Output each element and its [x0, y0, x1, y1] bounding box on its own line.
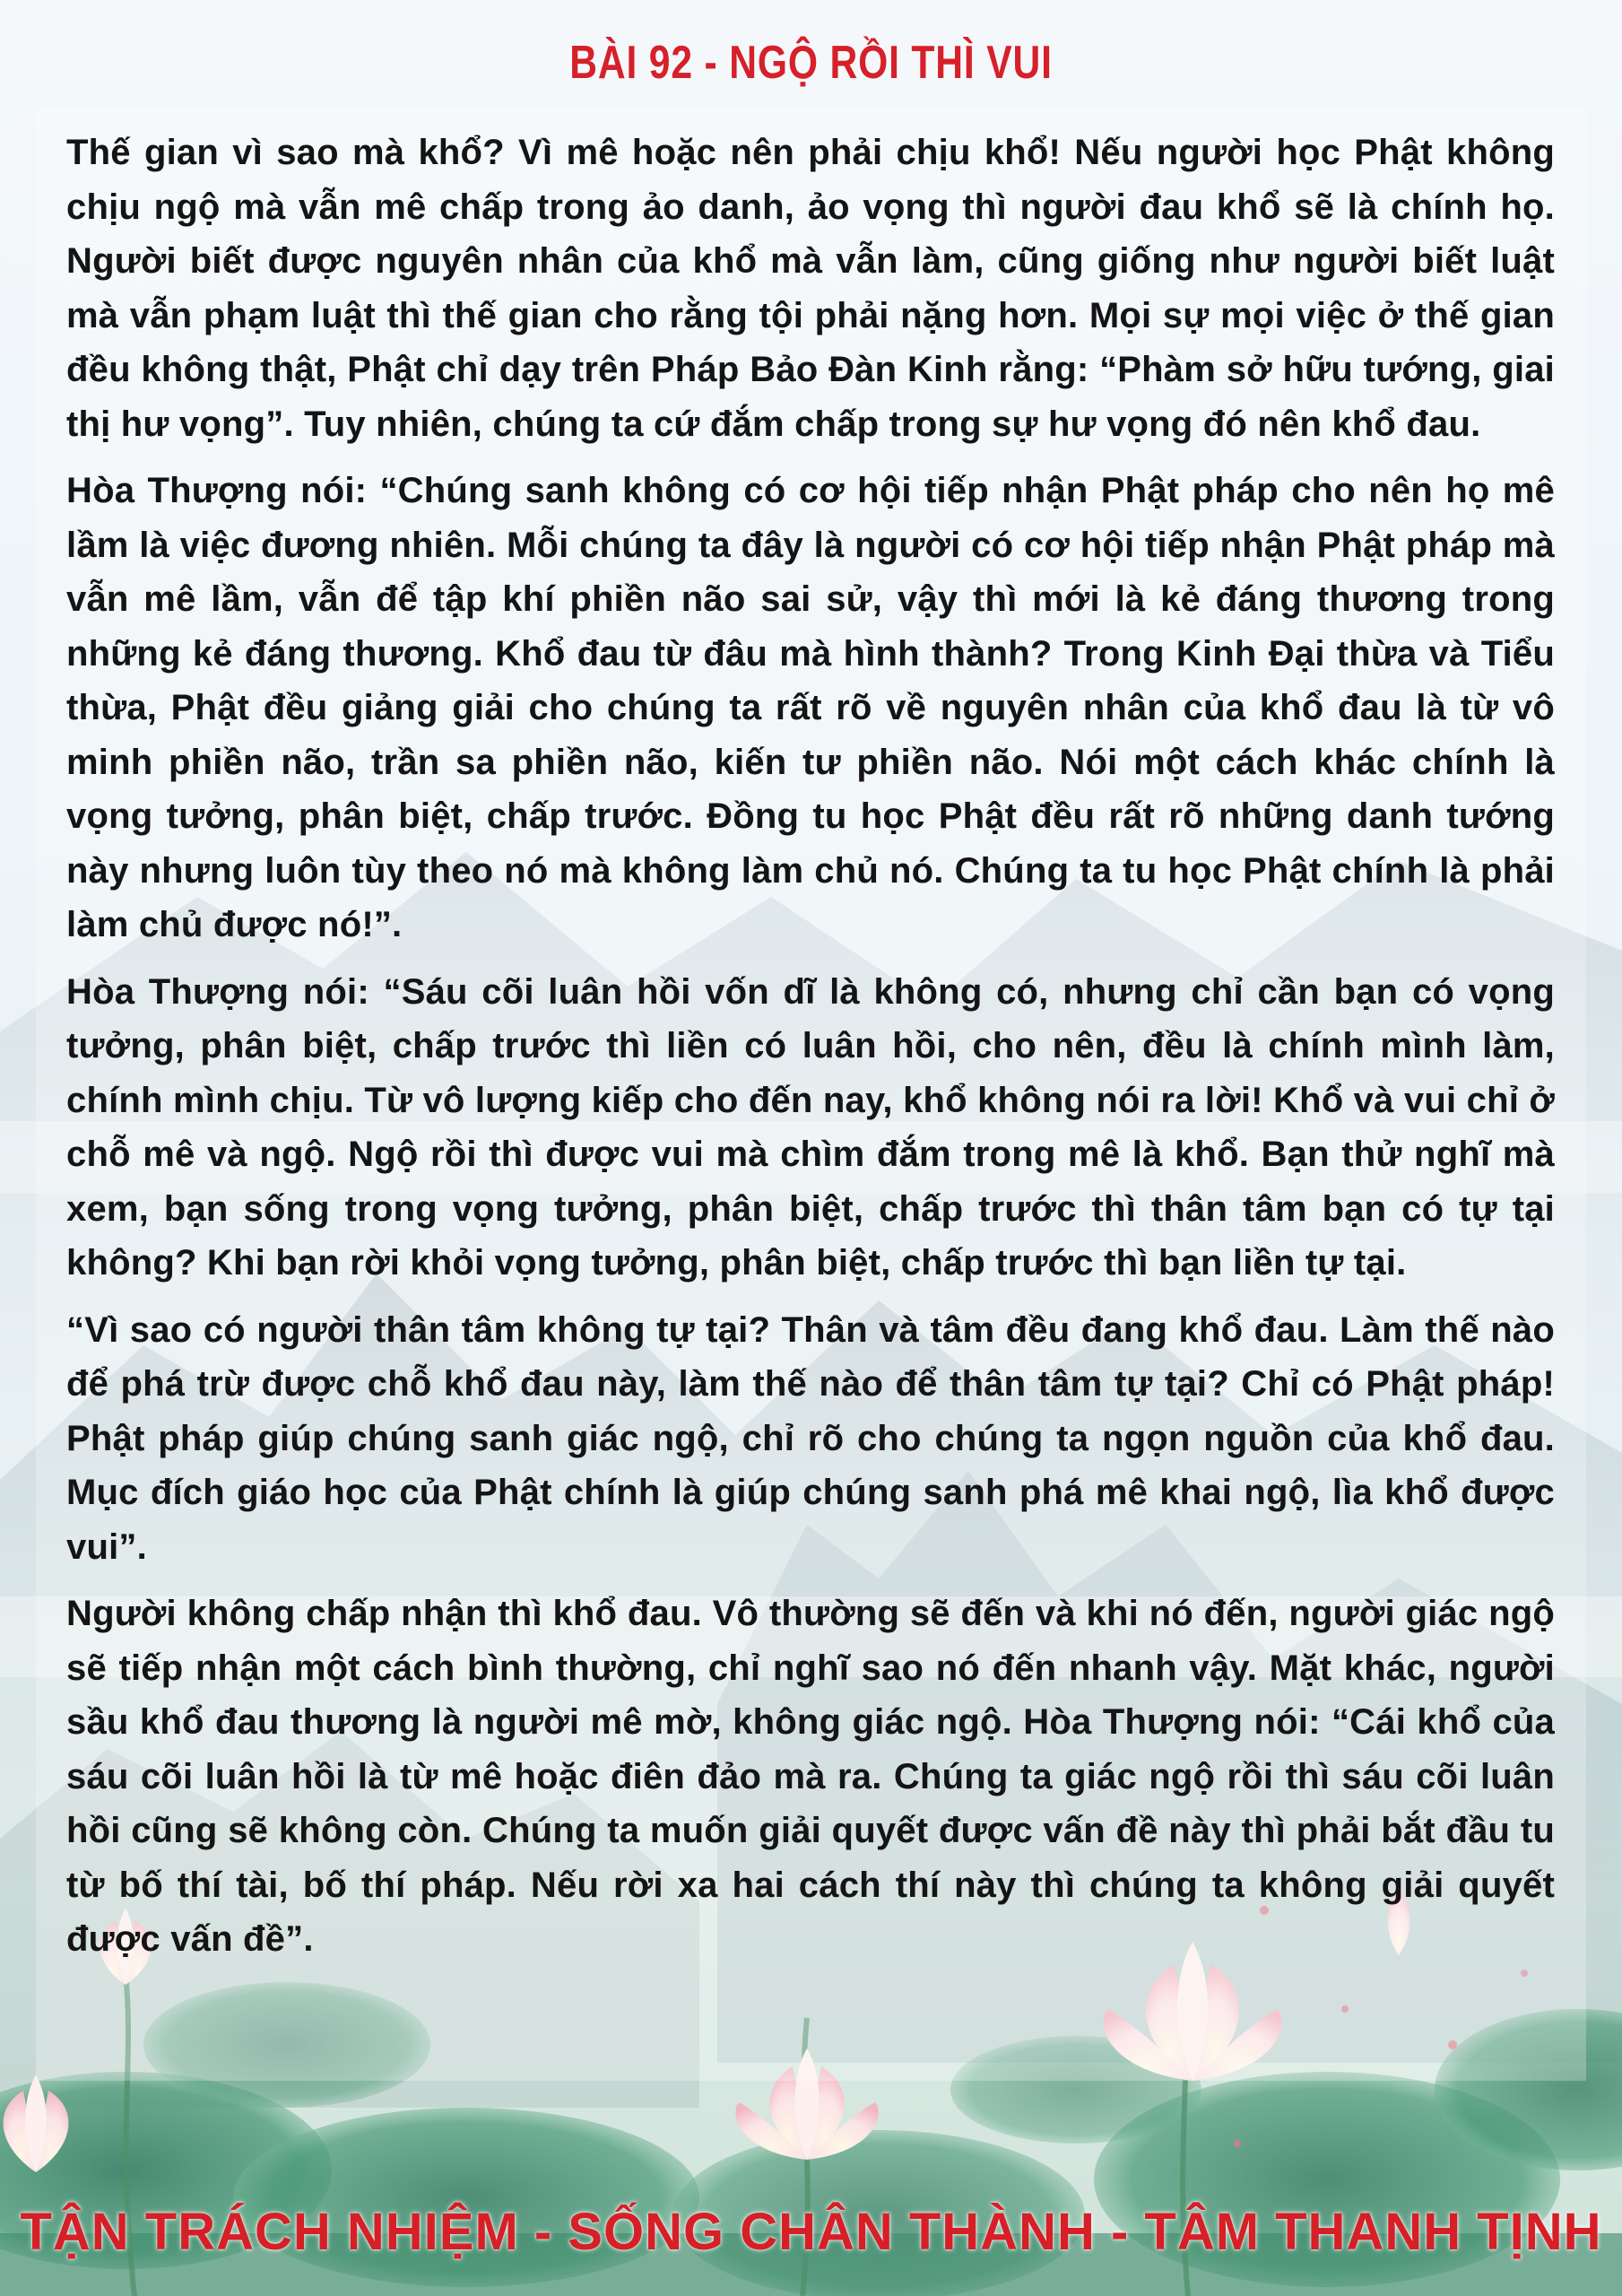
paragraph-4: [66, 1303, 1555, 1575]
paragraph-text: Thế gian vì sao mà khổ? Vì mê hoặc nên phải chịu khổ! Nếu người học Phật không chịu ngộ mà vẫn mê chấp trong ảo danh, ảo vọng thì người đau khổ sẽ là chính họ. Người biết được nguyên nhân của khổ mà vẫn làm, cũng giống như người biết luật mà vẫn phạm luật thì thế gian cho rằng tội phải nặng hơn. Mọi sự mọi việc ở thế gian đều không thật, Phật chỉ dạy trên Pháp Bảo Đàn Kinh rằng: “Phàm sở hữu tướng, giai thị hư vọng”. Tuy nhiên, chúng ta cứ đắm chấp trong sự hư vọng đó nên khổ đau.: [66, 133, 1555, 444]
paragraph-5: [66, 1587, 1555, 1967]
poster-title: BÀI 92 - NGỘ RỒI THÌ VUI: [569, 37, 1053, 89]
paragraph-text: Người không chấp nhận thì khổ đau. Vô thường sẽ đến và khi nó đến, người giác ngộ sẽ tiếp nhận một cách bình thường, chỉ nghĩ sao nó đến nhanh vậy. Mặt khác, người sầu khổ đau thương là người mê mờ, không giác ngộ. Hòa Thượng nói: “Cái khổ của sáu cõi luân hồi là từ mê hoặc điên đảo mà ra. Chúng ta giác ngộ rồi thì sáu cõi luân hồi cũng sẽ không còn. Chúng ta muốn giải quyết được vấn đề này thì phải bắt đầu tu từ bố thí tài, bố thí pháp. Nếu rời xa hai cách thí này thì chúng ta không giải quyết được vấn đề”.: [66, 1594, 1555, 1959]
article-body: [66, 126, 1555, 1979]
paragraph-text: Hòa Thượng nói: “Chúng sanh không có cơ hội tiếp nhận Phật pháp cho nên họ mê lầm là việc đương nhiên. Mỗi chúng ta đây là người có cơ hội tiếp nhận Phật pháp mà vẫn mê lầm, vẫn để tập khí phiền não sai sử, vậy thì mới là kẻ đáng thương trong những kẻ đáng thương. Khổ đau từ đâu mà hình thành? Trong Kinh Đại thừa và Tiểu thừa, Phật đều giảng giải cho chúng ta rất rõ về nguyên nhân của khổ đau là từ vô minh phiền não, trần sa phiền não, kiến tư phiền não. Nói một cách khác chính là vọng tưởng, phân biệt, chấp trước. Đồng tu học Phật đều rất rõ những danh tướng này nhưng luôn tùy theo nó mà không làm chủ nó. Chúng ta tu học Phật chính là phải làm chủ được nó!”.: [66, 471, 1555, 944]
paragraph-3: [66, 965, 1555, 1291]
paragraph-text: “Vì sao có người thân tâm không tự tại? Thân và tâm đều đang khổ đau. Làm thế nào để phá trừ được chỗ khổ đau này, làm thế nào để thân tâm tự tại? Chỉ có Phật pháp! Phật pháp giúp chúng sanh giác ngộ, chỉ rõ cho chúng ta ngọn nguồn của khổ đau. Mục đích giáo học của Phật chính là giúp chúng sanh phá mê khai ngộ, lìa khổ được vui”.: [66, 1309, 1555, 1567]
footer-slogan: TẬN TRÁCH NHIỆM - SỐNG CHÂN THÀNH - TÂM THANH TỊNH: [20, 2203, 1602, 2261]
paragraph-text: Hòa Thượng nói: “Sáu cõi luân hồi vốn dĩ là không có, nhưng chỉ cần bạn có vọng tưởng, phân biệt, chấp trước thì liền có luân hồi, cho nên, đều là chính mình làm, chính mình chịu. Từ vô lượng kiếp cho đến nay, khổ không nói ra lời! Khổ và vui chỉ ở chỗ mê và ngộ. Ngộ rồi thì được vui mà chìm đắm trong mê là khổ. Bạn thử nghĩ mà xem, bạn sống trong vọng tưởng, phân biệt, chấp trước thì thân tâm bạn có tự tại không? Khi bạn rời khỏi vọng tưởng, phân biệt, chấp trước thì bạn liền tự tại.: [66, 971, 1555, 1283]
paragraph-1: [66, 126, 1555, 451]
paragraph-2: [66, 464, 1555, 952]
